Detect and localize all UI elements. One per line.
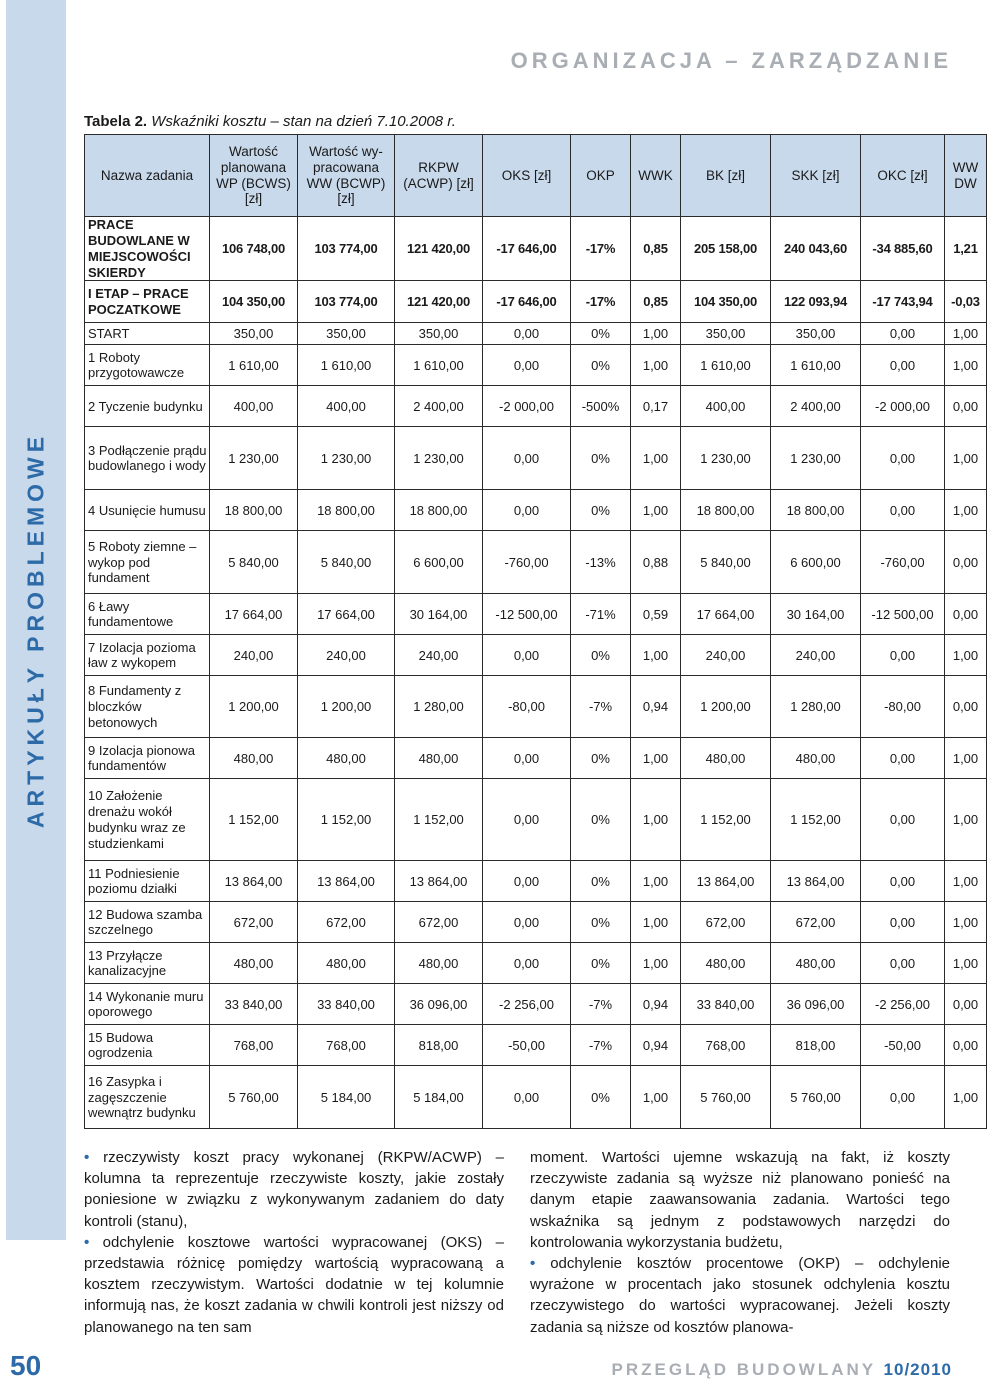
task-name-cell: 15 Budowa ogrodzenia [85,1025,210,1066]
value-cell: 1 230,00 [771,427,861,490]
table-row [85,323,987,345]
value-cell: 1,00 [631,738,681,779]
value-cell: 1,00 [945,779,987,861]
value-cell: 1 152,00 [210,779,298,861]
value-cell: 400,00 [210,386,298,427]
value-cell: 33 840,00 [681,984,771,1025]
value-cell: 0,00 [483,1066,571,1129]
value-cell: 1,00 [945,943,987,984]
value-cell: -50,00 [483,1025,571,1066]
value-cell: 33 840,00 [210,984,298,1025]
value-cell: 5 760,00 [771,1066,861,1129]
value-cell: 480,00 [210,943,298,984]
paragraph-text: odchylenie kosztów procentowe (OKP) – odchylenie wyrażone w procentach jako stosunek odchylenia kosztu rzeczywistego do wartości wypracowanej. Jeżeli koszty zadania są niższe od kosztów planowa- [530,1255,950,1336]
value-cell: 0,00 [861,490,945,531]
value-cell: 0% [571,345,631,386]
value-cell: 480,00 [210,738,298,779]
value-cell: 1 280,00 [771,676,861,738]
value-cell: 36 096,00 [395,984,483,1025]
text-column-right [530,1147,950,1338]
value-cell: 0,00 [945,984,987,1025]
value-cell: -0,03 [945,281,987,323]
task-name-cell: I ETAP – PRACE POCZATKOWE [85,281,210,323]
value-cell: 400,00 [298,386,395,427]
table-row [85,984,987,1025]
value-cell: -500% [571,386,631,427]
table-row [85,779,987,861]
value-cell: 1 610,00 [210,345,298,386]
bullet: • [530,1255,536,1273]
value-cell: -760,00 [861,531,945,594]
header-cell: Nazwa zadania [85,135,210,217]
paragraph-text: odchylenie kosztowe wartości wypracowanej (OKS) – przedstawia różnicę pomiędzy wartością wypracowaną a kosztem rzeczywistym. Wartości dodatnie w tej kolumnie informują nas, że koszt zadania w chwili kontroli jest niższy od planowanego na ten sam [84,1233,504,1336]
task-name-cell: 3 Podłączenie prądu budowlanego i wody [85,427,210,490]
value-cell: 0,00 [483,323,571,345]
table-caption-text: Wskaźniki kosztu – stan na dzień 7.10.2008 r. [147,113,456,130]
value-cell: 350,00 [771,323,861,345]
task-name-cell: 7 Izolacja pozioma ław z wykopem [85,635,210,676]
value-cell: 240,00 [681,635,771,676]
value-cell: 18 800,00 [771,490,861,531]
value-cell: 0,94 [631,1025,681,1066]
value-cell: 0,00 [861,779,945,861]
task-name-cell: 1 Roboty przygotowawcze [85,345,210,386]
paragraph-text: rzeczywisty koszt pracy wykonanej (RKPW/ACWP) – kolumna ta reprezentuje rzeczywiste koszty, jakie zostały poniesione w związku z wykonywanym zadaniem do daty kontroli (stanu), [84,1149,505,1230]
value-cell: 104 350,00 [681,281,771,323]
value-cell: 240,00 [298,635,395,676]
value-cell: 350,00 [210,323,298,345]
task-name-cell: 4 Usunięcie humusu [85,490,210,531]
value-cell: 480,00 [298,943,395,984]
value-cell: 0% [571,635,631,676]
value-cell: 0% [571,490,631,531]
paragraph [530,1253,950,1338]
value-cell: 400,00 [681,386,771,427]
value-cell: 0,00 [483,345,571,386]
task-name-cell: 14 Wykonanie muru oporowego [85,984,210,1025]
table-row [85,1066,987,1129]
value-cell: -17 743,94 [861,281,945,323]
value-cell: 0,00 [483,427,571,490]
value-cell: 0,00 [861,345,945,386]
task-name-cell: START [85,323,210,345]
value-cell: 0,00 [861,323,945,345]
value-cell: 0% [571,779,631,861]
value-cell: 0% [571,738,631,779]
header-cell: Wartość planowana WP (BCWS) [zł] [210,135,298,217]
value-cell: 0,00 [483,779,571,861]
value-cell: 17 664,00 [681,594,771,635]
value-cell: 5 760,00 [681,1066,771,1129]
value-cell: 0,00 [483,635,571,676]
value-cell: 1,00 [631,427,681,490]
value-cell: -17% [571,281,631,323]
value-cell: 18 800,00 [681,490,771,531]
value-cell: 0,00 [483,943,571,984]
table-row [85,635,987,676]
table-row [85,531,987,594]
value-cell: 1 610,00 [771,345,861,386]
value-cell: 1,00 [945,1066,987,1129]
value-cell: 13 864,00 [771,861,861,902]
table-row [85,594,987,635]
value-cell: 1 280,00 [395,676,483,738]
value-cell: 121 420,00 [395,281,483,323]
value-cell: -50,00 [861,1025,945,1066]
value-cell: 480,00 [771,943,861,984]
value-cell: 104 350,00 [210,281,298,323]
table-row [85,943,987,984]
table-row [85,676,987,738]
table-row [85,427,987,490]
value-cell: 818,00 [395,1025,483,1066]
value-cell: 33 840,00 [298,984,395,1025]
value-cell: -17 646,00 [483,217,571,281]
header-cell: BK [zł] [681,135,771,217]
value-cell: 1 230,00 [298,427,395,490]
value-cell: 0,00 [861,738,945,779]
value-cell: -7% [571,676,631,738]
bullet: • [84,1233,90,1251]
value-cell: 1 230,00 [395,427,483,490]
value-cell: 0% [571,943,631,984]
header-cell: OKS [zł] [483,135,571,217]
value-cell: 1,00 [631,861,681,902]
table-row [85,738,987,779]
value-cell: 0,85 [631,281,681,323]
value-cell: 1 610,00 [681,345,771,386]
value-cell: -80,00 [861,676,945,738]
value-cell: 1,21 [945,217,987,281]
value-cell: 30 164,00 [395,594,483,635]
value-cell: 0,59 [631,594,681,635]
value-cell: 1 152,00 [681,779,771,861]
value-cell: 5 840,00 [681,531,771,594]
value-cell: 5 840,00 [210,531,298,594]
bullet: • [84,1149,90,1166]
value-cell: 0,94 [631,676,681,738]
value-cell: 1 200,00 [681,676,771,738]
value-cell: 0,00 [861,635,945,676]
task-name-cell: 16 Zasypka i zagęszczenie wewnątrz budynku [85,1066,210,1129]
value-cell: -2 000,00 [861,386,945,427]
value-cell: -12 500,00 [861,594,945,635]
value-cell: 1,00 [945,902,987,943]
value-cell: 103 774,00 [298,281,395,323]
value-cell: 480,00 [395,738,483,779]
header-cell: WWK [631,135,681,217]
value-cell: 5 184,00 [298,1066,395,1129]
value-cell: 1 610,00 [298,345,395,386]
text-column-left [84,1147,504,1338]
value-cell: 1 152,00 [298,779,395,861]
value-cell: 0,00 [945,676,987,738]
value-cell: -2 000,00 [483,386,571,427]
value-cell: 0,00 [483,861,571,902]
header-cell: RKPW (ACWP) [zł] [395,135,483,217]
paragraph [84,1147,504,1232]
value-cell: 0,00 [861,861,945,902]
value-cell: 672,00 [210,902,298,943]
value-cell: 1,00 [945,427,987,490]
value-cell: -7% [571,1025,631,1066]
value-cell: -17% [571,217,631,281]
value-cell: 1,00 [945,738,987,779]
value-cell: 1 610,00 [395,345,483,386]
magazine-name: PRZEGLĄD BUDOWLANY [611,1360,884,1379]
task-name-cell: 12 Budowa szamba szczelnego [85,902,210,943]
value-cell: 1,00 [631,779,681,861]
value-cell: 768,00 [681,1025,771,1066]
header-cell: SKK [zł] [771,135,861,217]
value-cell: 13 864,00 [298,861,395,902]
value-cell: 0,00 [945,531,987,594]
value-cell: 0,00 [861,902,945,943]
value-cell: 0,00 [483,902,571,943]
value-cell: 0,88 [631,531,681,594]
value-cell: 106 748,00 [210,217,298,281]
value-cell: -2 256,00 [483,984,571,1025]
value-cell: 240,00 [771,635,861,676]
value-cell: -7% [571,984,631,1025]
value-cell: 0% [571,1066,631,1129]
value-cell: 1 200,00 [298,676,395,738]
value-cell: 818,00 [771,1025,861,1066]
sidebar [0,0,66,1390]
paragraph [84,1232,504,1338]
paragraph [530,1147,950,1253]
table-caption [84,113,456,130]
value-cell: 1,00 [945,323,987,345]
value-cell: 240 043,60 [771,217,861,281]
value-cell: 0,00 [483,490,571,531]
value-cell: 13 864,00 [681,861,771,902]
value-cell: -80,00 [483,676,571,738]
value-cell: 1,00 [945,345,987,386]
value-cell: 5 184,00 [395,1066,483,1129]
value-cell: 121 420,00 [395,217,483,281]
value-cell: 6 600,00 [395,531,483,594]
header-cell: WW DW [945,135,987,217]
value-cell: 350,00 [395,323,483,345]
value-cell: 1,00 [631,943,681,984]
value-cell: 36 096,00 [771,984,861,1025]
task-name-cell: 13 Przyłącze kanalizacyjne [85,943,210,984]
task-name-cell: 6 Ławy fundamentowe [85,594,210,635]
value-cell: -17 646,00 [483,281,571,323]
value-cell: 768,00 [210,1025,298,1066]
value-cell: 30 164,00 [771,594,861,635]
table-row [85,1025,987,1066]
value-cell: 122 093,94 [771,281,861,323]
value-cell: 0,00 [861,427,945,490]
sidebar-title: ARTYKUŁY PROBLEMOWE [22,431,49,829]
value-cell: -12 500,00 [483,594,571,635]
table-row [85,386,987,427]
issue-number: 10/2010 [883,1360,952,1379]
value-cell: -2 256,00 [861,984,945,1025]
table-caption-label: Tabela 2. [84,113,148,130]
value-cell: -13% [571,531,631,594]
value-cell: 480,00 [771,738,861,779]
value-cell: 672,00 [298,902,395,943]
value-cell: 1,00 [631,323,681,345]
task-name-cell: 10 Założenie drenażu wokół budynku wraz ze studzienkami [85,779,210,861]
value-cell: 1 152,00 [771,779,861,861]
value-cell: 1,00 [631,635,681,676]
value-cell: 768,00 [298,1025,395,1066]
page-number: 50 [10,1350,42,1381]
task-name-cell: 9 Izolacja pionowa fundamentów [85,738,210,779]
value-cell: 1,00 [945,635,987,676]
value-cell: 672,00 [771,902,861,943]
value-cell: 480,00 [681,738,771,779]
value-cell: 672,00 [681,902,771,943]
value-cell: 0,85 [631,217,681,281]
value-cell: 6 600,00 [771,531,861,594]
value-cell: 0,94 [631,984,681,1025]
value-cell: 0,00 [483,738,571,779]
value-cell: -71% [571,594,631,635]
paragraph-text: moment. Wartości ujemne wskazują na fakt, iż koszty rzeczywiste zadania są wyższe niż planowano ponieść na danym etapie zaawansowania zadania. Wartości tego wskaźnika są jednym z podstawowych narzędzi do kontrolowania wykorzystania budżetu, [530,1149,950,1251]
table-header-row [85,135,987,217]
value-cell: 17 664,00 [210,594,298,635]
value-cell: 18 800,00 [298,490,395,531]
task-name-cell: 11 Podniesienie poziomu działki [85,861,210,902]
value-cell: 18 800,00 [210,490,298,531]
value-cell: 1 200,00 [210,676,298,738]
value-cell: 1,00 [631,902,681,943]
value-cell: 205 158,00 [681,217,771,281]
value-cell: 672,00 [395,902,483,943]
value-cell: 0,00 [945,594,987,635]
value-cell: -760,00 [483,531,571,594]
value-cell: 1 230,00 [681,427,771,490]
value-cell: 0% [571,427,631,490]
value-cell: 13 864,00 [395,861,483,902]
value-cell: 1,00 [945,490,987,531]
value-cell: 5 840,00 [298,531,395,594]
value-cell: 240,00 [210,635,298,676]
value-cell: 480,00 [298,738,395,779]
section-header: ORGANIZACJA – ZARZĄDZANIE [510,48,952,73]
value-cell: 1,00 [631,490,681,531]
value-cell: 0,17 [631,386,681,427]
value-cell: 1 230,00 [210,427,298,490]
header-cell: OKP [571,135,631,217]
header-cell: Wartość wy-pracowana WW (BCWP) [zł] [298,135,395,217]
value-cell: 0% [571,861,631,902]
value-cell: 5 760,00 [210,1066,298,1129]
table-row [85,861,987,902]
value-cell: 240,00 [395,635,483,676]
table-row [85,902,987,943]
value-cell: 0% [571,902,631,943]
footer [612,1360,952,1380]
value-cell: 1,00 [945,861,987,902]
table-row [85,490,987,531]
value-cell: 0,00 [945,386,987,427]
value-cell: 1,00 [631,1066,681,1129]
table-body [85,217,987,1129]
value-cell: 18 800,00 [395,490,483,531]
value-cell: 2 400,00 [771,386,861,427]
table-row [85,217,987,281]
task-name-cell: 5 Roboty ziemne – wykop pod fundament [85,531,210,594]
value-cell: 0,00 [861,1066,945,1129]
value-cell: 480,00 [395,943,483,984]
value-cell: 1 152,00 [395,779,483,861]
value-cell: 103 774,00 [298,217,395,281]
value-cell: 350,00 [681,323,771,345]
header-cell: OKC [zł] [861,135,945,217]
value-cell: 0% [571,323,631,345]
value-cell: 480,00 [681,943,771,984]
value-cell: -34 885,60 [861,217,945,281]
cost-indicators-table [84,134,987,1129]
value-cell: 2 400,00 [395,386,483,427]
value-cell: 0,00 [861,943,945,984]
table-row [85,281,987,323]
table-row [85,345,987,386]
task-name-cell: PRACE BUDOWLANE W MIEJSCOWOŚCI SKIERDY [85,217,210,281]
value-cell: 17 664,00 [298,594,395,635]
task-name-cell: 8 Fundamenty z bloczków betonowych [85,676,210,738]
value-cell: 0,00 [945,1025,987,1066]
task-name-cell: 2 Tyczenie budynku [85,386,210,427]
value-cell: 13 864,00 [210,861,298,902]
value-cell: 350,00 [298,323,395,345]
value-cell: 1,00 [631,345,681,386]
